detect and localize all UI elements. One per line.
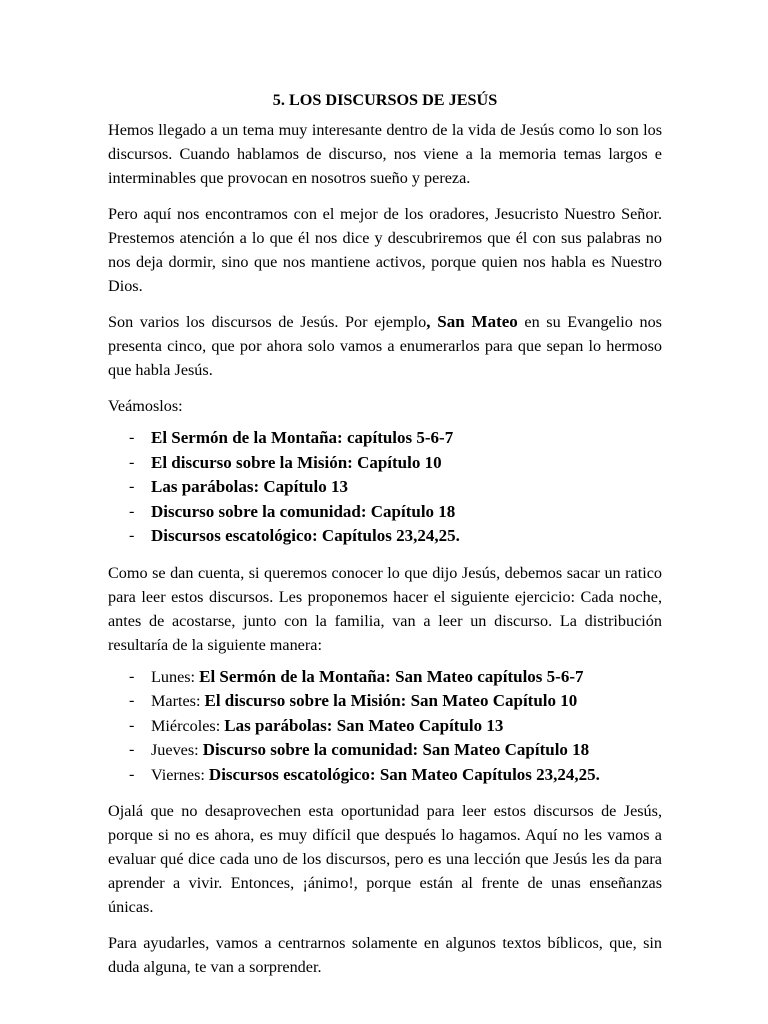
paragraph-san-mateo-after: en su Evangelio nos presenta cinco, que por ahora solo vamos a enumerarlos para que sepan lo hermoso que habla Jesús.: [108, 313, 662, 379]
dash-bullet: -: [129, 666, 135, 685]
schedule-day: Viernes:: [151, 765, 209, 784]
schedule-reading: Las parábolas: San Mateo Capítulo 13: [224, 715, 504, 735]
schedule-day: Miércoles:: [151, 716, 225, 735]
schedule-reading: El discurso sobre la Misión: San Mateo Capítulo 10: [204, 691, 578, 710]
schedule-reading: El Sermón de la Montaña: San Mateo capítulos 5-6-7: [199, 666, 584, 686]
list-item: [108, 426, 662, 451]
paragraph-closing: Para ayudarles, vamos a centrarnos solamente en algunos textos bíblicos, que, sin duda alguna, te van a sorprender.: [108, 934, 662, 976]
list-item: [108, 665, 662, 690]
list-item: [108, 738, 662, 763]
list-item: [108, 475, 662, 500]
list-item: [108, 524, 662, 549]
dash-bullet: -: [129, 428, 135, 446]
schedule-day: Lunes:: [151, 667, 200, 686]
dash-bullet: -: [129, 501, 135, 520]
page-title: 5. LOS DISCURSOS DE JESÚS: [272, 91, 498, 109]
schedule-list: [108, 665, 662, 788]
discourse-item-text: Discurso sobre la comunidad: Capítulo 18: [151, 501, 456, 521]
paragraph-exercise: Como se dan cuenta, si queremos conocer lo que dijo Jesús, debemos sacar un ratico para leer estos discursos. Les proponemos hacer el siguiente ejercicio: Cada noche, antes de acostarse, junto con la familia, van a leer un discurso. La distribución resultaría de la siguiente manera:: [108, 563, 662, 654]
dash-bullet: -: [129, 691, 135, 709]
discourse-item-text: Discursos escatológico: Capítulos 23,24,25.: [151, 526, 460, 545]
schedule-day: Jueves:: [151, 741, 203, 759]
discourse-item-text: El Sermón de la Montaña: capítulos 5-6-7: [151, 428, 454, 447]
list-item: [108, 451, 662, 476]
dash-bullet: -: [129, 764, 135, 783]
schedule-reading: Discurso sobre la comunidad: San Mateo Capítulo 18: [202, 740, 590, 759]
dash-bullet: -: [129, 526, 135, 544]
dash-bullet: -: [129, 740, 135, 758]
list-item: [108, 689, 662, 714]
list-item: [108, 714, 662, 739]
schedule-reading: Discursos escatológico: San Mateo Capítulos 23,24,25.: [208, 764, 600, 784]
san-mateo-emphasis: , San Mateo: [426, 312, 518, 331]
discourse-item-text: Las parábolas: Capítulo 13: [151, 477, 348, 496]
paragraph-encouragement: Ojalá que no desaprovechen esta oportunidad para leer estos discursos de Jesús, porque si no es ahora, es muy difícil que después lo hagamos. Aquí no les vamos a evaluar qué dice cada uno de los discursos, pero es una lección que Jesús les da para aprender a vivir. Entonces, ¡ánimo!, porque están al frente de unas enseñanzas únicas.: [108, 802, 662, 916]
paragraph-orators: Pero aquí nos encontramos con el mejor de los oradores, Jesucristo Nuestro Señor. Prestemos atención a lo que él nos dice y descubriremos que él con sus palabras no nos deja dormir, sino que nos mantiene activos, porque quien nos habla es Nuestro Dios.: [108, 205, 662, 295]
list-item: [108, 763, 662, 788]
paragraph-san-mateo: [108, 310, 662, 382]
discourse-item-text: El discurso sobre la Misión: Capítulo 10: [151, 452, 442, 472]
dash-bullet: -: [129, 452, 135, 471]
dash-bullet: -: [129, 715, 135, 734]
discourse-list: [108, 426, 662, 549]
schedule-day: Martes:: [151, 692, 205, 710]
paragraph-intro: Hemos llegado a un tema muy interesante dentro de la vida de Jesús como lo son los discursos. Cuando hablamos de discurso, nos viene a la memoria temas largos e interminables que provocan en nosotros sueño y pereza.: [108, 121, 662, 187]
list-item: [108, 500, 662, 525]
dash-bullet: -: [129, 477, 135, 495]
document-page: [108, 88, 662, 991]
paragraph-san-mateo-before: Son varios los discursos de Jesús. Por ejemplo: [108, 313, 427, 331]
list-intro: Veámoslos:: [108, 397, 183, 415]
